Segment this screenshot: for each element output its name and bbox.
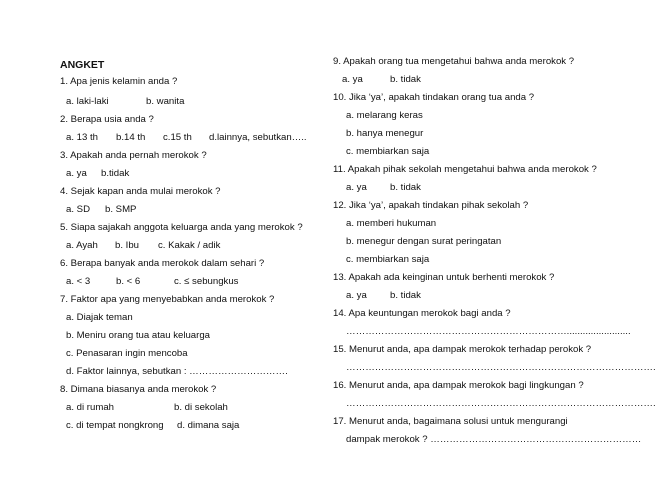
option-3a: a. ya [66,168,87,179]
option-13b: b. tidak [390,290,421,301]
option-7d: d. Faktor lainnya, sebutkan : …………………………. [66,366,288,377]
option-8c: c. di tempat nongkrong [66,420,164,431]
option-2d: d.lainnya, sebutkan….. [209,132,307,143]
option-7c: c. Penasaran ingin mencoba [66,348,188,359]
question-3: 3. Apakah anda pernah merokok ? [60,150,207,161]
question-1: 1. Apa jenis kelamin anda ? [60,76,178,87]
option-7a: a. Diajak teman [66,312,133,323]
question-10: 10. Jika ‘ya’, apakah tindakan orang tua anda ? [333,92,535,103]
option-4b: b. SMP [105,204,137,215]
option-5a: a. Ayah [66,240,98,251]
option-9b: b. tidak [390,74,421,85]
answer-line-14: ……………………………………………………………........................ [346,326,631,337]
option-12a: a. memberi hukuman [346,218,437,229]
option-6c: c. ≤ sebungkus [174,276,239,287]
question-4: 4. Sejak kapan anda mulai merokok ? [60,186,221,197]
option-8a: a. di rumah [66,402,114,413]
option-1b: b. wanita [146,96,185,107]
option-4a: a. SD [66,204,90,215]
question-9: 9. Apakah orang tua mengetahui bahwa anda merokok ? [333,56,575,67]
page-title: ANGKET [60,59,105,71]
option-6b: b. < 6 [116,276,141,287]
option-13a: a. ya [346,290,367,301]
option-1a: a. laki-laki [66,96,109,107]
question-16: 16. Menurut anda, apa dampak merokok bagi lingkungan ? [333,380,584,391]
option-12c: c. membiarkan saja [346,254,430,265]
question-7: 7. Faktor apa yang menyebabkan anda merokok ? [60,294,275,305]
option-12b: b. menegur dengan surat peringatan [346,236,502,247]
question-17-continued: dampak merokok ? ………………………………………………………… [346,434,642,445]
question-13: 13. Apakah ada keinginan untuk berhenti merokok ? [333,272,555,283]
question-11: 11. Apakah pihak sekolah mengetahui bahwa anda merokok ? [333,164,597,175]
question-17: 17. Menurut anda, bagaimana solusi untuk mengurangi [333,416,568,427]
option-2b: b.14 th [116,132,146,143]
question-14: 14. Apa keuntungan merokok bagi anda ? [333,308,511,319]
question-5: 5. Siapa sajakah anggota keluarga anda yang merokok ? [60,222,303,233]
question-12: 12. Jika ‘ya’, apakah tindakan pihak sekolah ? [333,200,529,211]
option-7b: b. Meniru orang tua atau keluarga [66,330,210,341]
option-10a: a. melarang keras [346,110,423,121]
question-6: 6. Berapa banyak anda merokok dalam sehari ? [60,258,265,269]
question-2: 2. Berapa usia anda ? [60,114,154,125]
answer-line-16: ……………………………………………………………………………………. [346,398,656,409]
option-2c: c.15 th [163,132,192,143]
option-5b: b. Ibu [115,240,140,251]
option-6a: a. < 3 [66,276,91,287]
question-8: 8. Dimana biasanya anda merokok ? [60,384,217,395]
option-5c: c. Kakak / adik [158,240,221,251]
option-11a: a. ya [346,182,367,193]
option-3b: b.tidak [101,168,130,179]
option-8d: d. dimana saja [177,420,240,431]
option-8b: b. di sekolah [174,402,228,413]
option-9a: a. ya [342,74,363,85]
option-10c: c. membiarkan saja [346,146,430,157]
question-15: 15. Menurut anda, apa dampak merokok terhadap perokok ? [333,344,592,355]
answer-line-15: ……………………………………………………………………………………. [346,362,656,373]
option-2a: a. 13 th [66,132,99,143]
option-10b: b. hanya menegur [346,128,424,139]
option-11b: b. tidak [390,182,421,193]
